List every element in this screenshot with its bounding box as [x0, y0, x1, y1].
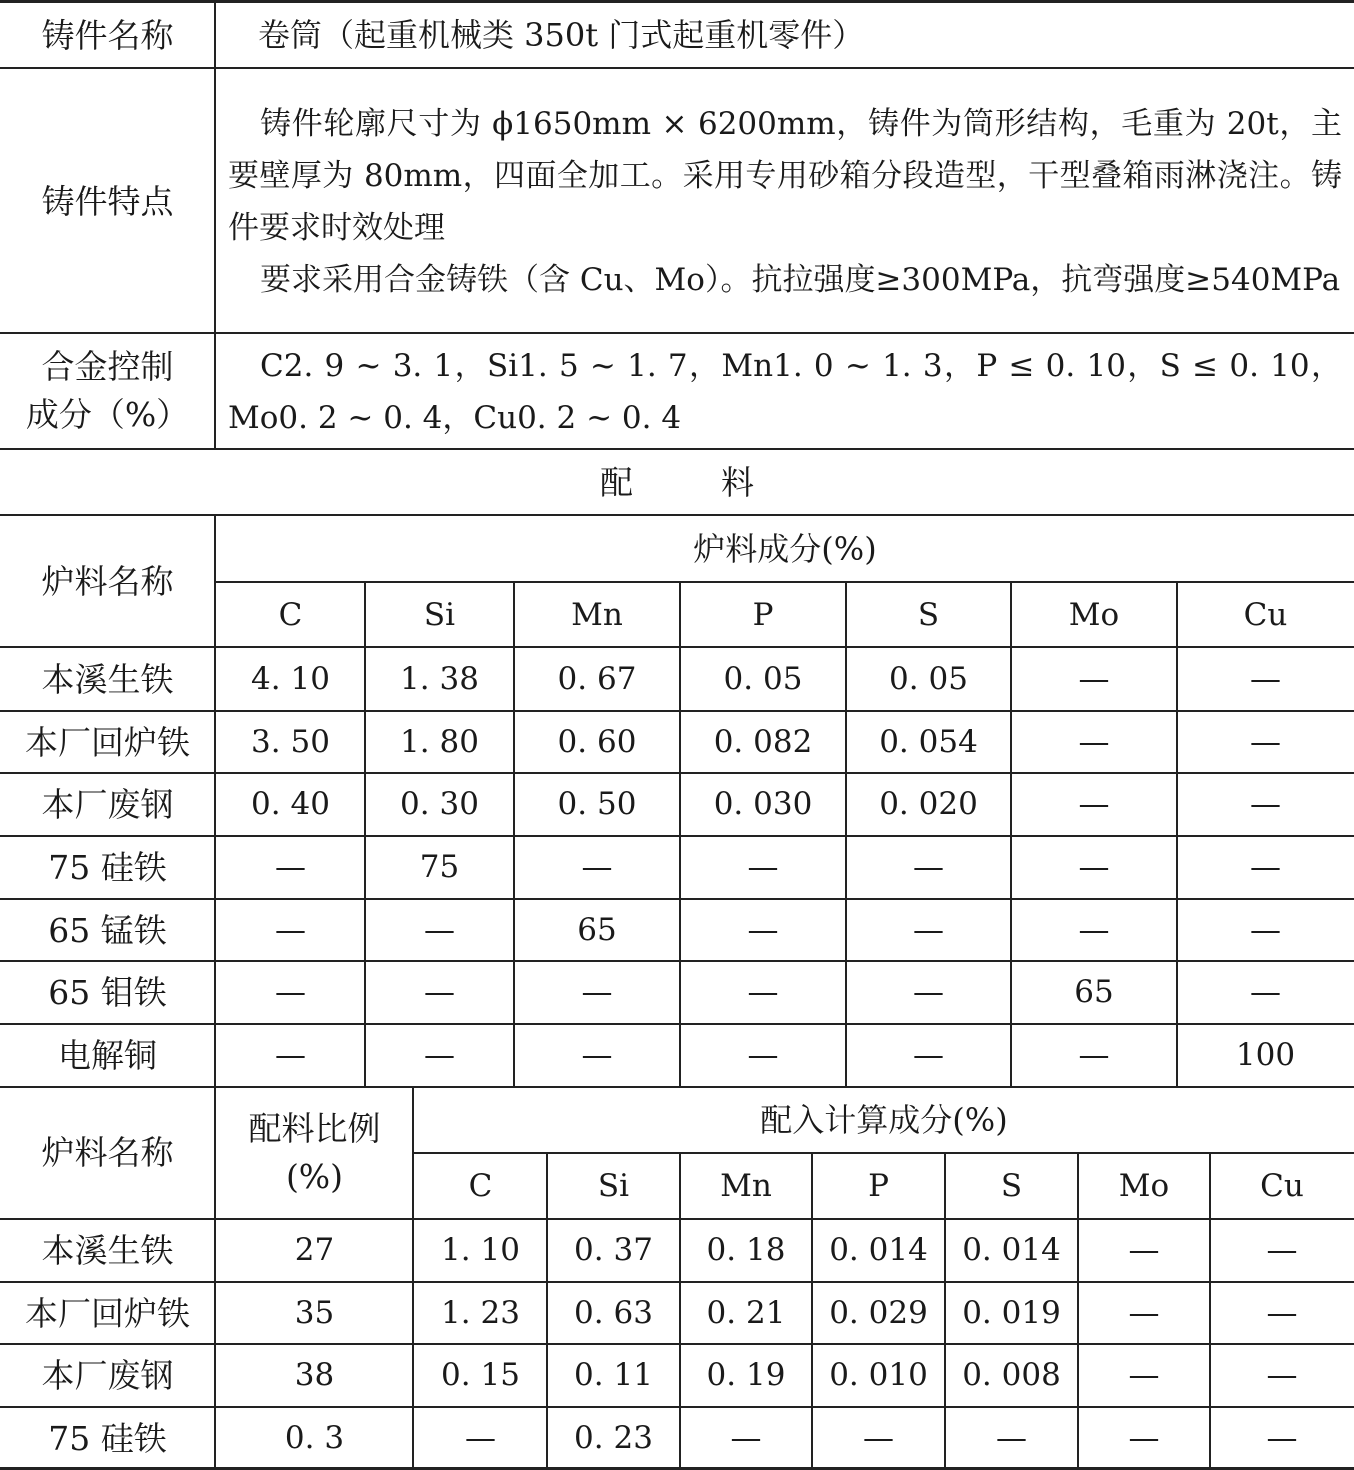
calc-cell-si: 0. 37	[574, 1232, 653, 1268]
grid-hline	[0, 448, 1354, 450]
charge-cell-cu: —	[1250, 661, 1281, 697]
grid-vline	[1209, 1152, 1211, 1470]
charge-cell-p: —	[747, 849, 779, 885]
charge-cell-mo: —	[1078, 1037, 1110, 1073]
charge-cell-mo: —	[1078, 786, 1110, 822]
charge-cell-c: 3. 50	[251, 723, 330, 760]
charge-cell-cu: —	[1250, 849, 1281, 885]
grid-hline	[0, 0, 1354, 3]
charge-cell-cu: —	[1250, 911, 1281, 948]
grid-hline	[413, 1152, 1354, 1154]
charge-cell-mn: —	[581, 1037, 613, 1073]
charge-cell-p: 0. 082	[713, 723, 813, 760]
charge-cell-c: 0. 40	[251, 786, 330, 822]
charge-cell-p: —	[747, 974, 779, 1010]
calc-cell-si: 0. 63	[574, 1294, 653, 1331]
grid-hline	[0, 898, 1354, 900]
charge-group-header: 炉料成分(%)	[693, 529, 877, 568]
charge-cell-si: 0. 30	[400, 786, 479, 822]
grid-hline	[0, 960, 1354, 962]
calc-cell-cu: —	[1266, 1420, 1298, 1456]
calc-cell-s: 0. 019	[962, 1294, 1061, 1331]
charge-cell-c: —	[275, 849, 306, 885]
alloy-label-line-2: 成分（%）	[25, 395, 190, 434]
charge-cell-c: —	[275, 1037, 306, 1073]
grid-vline	[214, 0, 216, 448]
grid-vline	[546, 1152, 548, 1470]
charge-name-header: 炉料名称	[41, 562, 174, 601]
casting-name-value: 卷筒（起重机械类 350t 门式起重机零件）	[258, 16, 865, 54]
calc-group-header: 配入计算成分(%)	[760, 1100, 1008, 1139]
charge-cell-c: 4. 10	[251, 661, 330, 697]
charge-col-cu: Cu	[1243, 596, 1288, 633]
charge-cell-s: 0. 020	[879, 786, 978, 822]
charge-cell-p: —	[747, 1037, 779, 1073]
calc-cell-s: 0. 008	[962, 1357, 1061, 1393]
grid-vline	[214, 514, 216, 1470]
calc-row-name: 75 硅铁	[48, 1419, 167, 1458]
charge-row-name: 本溪生铁	[41, 660, 174, 699]
calc-cell-mo: —	[1128, 1232, 1160, 1268]
charge-cell-s: —	[913, 974, 944, 1010]
calc-cell-cu: —	[1266, 1232, 1298, 1268]
alloy-label-line-1: 合金控制	[41, 347, 174, 386]
calc-cell-mn: 0. 19	[706, 1357, 786, 1393]
grid-vline	[1010, 581, 1012, 1087]
charge-row-name: 65 钼铁	[48, 973, 167, 1012]
charge-cell-c: —	[275, 974, 306, 1010]
calc-cell-s: —	[996, 1420, 1027, 1456]
grid-vline	[679, 581, 681, 1087]
calc-cell-cu: —	[1266, 1357, 1298, 1393]
charge-cell-s: —	[913, 1037, 944, 1073]
charge-col-c: C	[278, 596, 303, 633]
calc-col-s: S	[1000, 1167, 1023, 1204]
calc-cell-mn: —	[730, 1420, 762, 1456]
charge-col-mo: Mo	[1068, 596, 1120, 633]
grid-hline	[0, 1343, 1354, 1345]
section-title-char-2: 料	[721, 462, 754, 502]
section-title-char-1: 配	[600, 462, 633, 502]
charge-cell-mn: —	[581, 974, 613, 1010]
charge-cell-s: —	[913, 849, 944, 885]
charge-col-si: Si	[423, 596, 456, 633]
charge-col-s: S	[917, 596, 940, 633]
calc-row-name: 本溪生铁	[41, 1231, 174, 1270]
charge-cell-cu: —	[1250, 723, 1281, 760]
calc-col-c: C	[468, 1167, 493, 1204]
charge-cell-c: —	[275, 911, 306, 948]
calc-cell-p: 0. 029	[829, 1294, 928, 1331]
calc-cell-c: 0. 15	[441, 1357, 520, 1393]
grid-vline	[1176, 581, 1178, 1087]
grid-hline	[0, 1218, 1354, 1220]
alloy-value-text: C2. 9 ~ 3. 1，Si1. 5 ~ 1. 7，Mn1. 0 ~ 1. 3，P ≤ 0. 10，S ≤ 0. 10，Mo0. 2 ~ 0. 4，Cu0. 2 ~ 0. 4	[228, 348, 1342, 436]
charge-cell-cu: 100	[1235, 1037, 1296, 1073]
charge-cell-mo: —	[1078, 661, 1110, 697]
ratio-header-line-2: (%)	[285, 1156, 344, 1196]
charge-cell-p: 0. 05	[723, 661, 803, 697]
charge-row-name: 电解铜	[58, 1036, 157, 1075]
casting-feature-label: 铸件特点	[41, 181, 174, 221]
grid-hline	[0, 332, 1354, 334]
feature-paragraph-2: 要求采用合金铸铁（含 Cu、Mo）。抗拉强度≥300MPa，抗弯强度≥540MPa	[260, 262, 1341, 298]
calc-cell-cu: —	[1266, 1294, 1298, 1331]
charge-row-name: 本厂回炉铁	[25, 722, 190, 762]
grid-hline	[0, 646, 1354, 648]
grid-hline	[0, 514, 1354, 516]
grid-vline	[1077, 1152, 1079, 1470]
calc-cell-p: —	[863, 1420, 894, 1456]
charge-cell-cu: —	[1250, 974, 1281, 1010]
alloy-value	[228, 340, 1342, 444]
calc-cell-mo: —	[1128, 1294, 1160, 1331]
charge-cell-cu: —	[1250, 786, 1281, 822]
calc-cell-mo: —	[1128, 1420, 1160, 1456]
grid-hline	[0, 1086, 1354, 1088]
charge-cell-si: —	[424, 1037, 455, 1073]
calc-cell-mo: —	[1128, 1357, 1160, 1393]
charge-cell-mo: —	[1078, 723, 1110, 760]
grid-hline	[0, 1406, 1354, 1408]
calc-cell-p: 0. 014	[829, 1232, 928, 1268]
charge-cell-mo: 65	[1074, 974, 1114, 1010]
calc-cell-mn: 0. 21	[706, 1294, 786, 1331]
calc-cell-c: 1. 23	[441, 1294, 520, 1331]
grid-vline	[679, 1152, 681, 1470]
charge-cell-mn: 0. 50	[557, 786, 637, 822]
grid-hline	[0, 710, 1354, 712]
casting-feature-text	[228, 98, 1342, 306]
charge-cell-si: —	[424, 911, 455, 948]
charge-cell-mn: —	[581, 849, 613, 885]
charge-cell-p: —	[747, 911, 779, 948]
section-title	[0, 450, 1354, 514]
charge-col-p: P	[752, 596, 774, 633]
charge-col-mn: Mn	[571, 596, 623, 633]
calc-cell-si: 0. 11	[574, 1357, 653, 1393]
charge-row-name: 65 锰铁	[48, 910, 167, 950]
calc-cell-si: 0. 23	[574, 1420, 653, 1456]
calc-row-ratio: 0. 3	[284, 1420, 345, 1456]
calc-col-mn: Mn	[720, 1167, 772, 1204]
charge-cell-mo: —	[1078, 911, 1110, 948]
grid-hline	[0, 1281, 1354, 1283]
charge-cell-mn: 0. 67	[557, 661, 637, 697]
charge-cell-mn: 0. 60	[557, 723, 637, 760]
calc-col-mo: Mo	[1118, 1167, 1170, 1204]
charge-cell-s: 0. 05	[889, 661, 968, 697]
grid-vline	[513, 581, 515, 1087]
charge-cell-mn: 65	[577, 911, 617, 948]
charge-row-name: 本厂废钢	[41, 785, 174, 824]
calc-row-ratio: 38	[294, 1357, 335, 1393]
alloy-label	[0, 334, 215, 448]
charge-row-name: 75 硅铁	[48, 848, 167, 887]
calc-cell-p: 0. 010	[829, 1357, 928, 1393]
ratio-header-line-1: 配料比例	[248, 1108, 381, 1148]
charge-cell-si: —	[424, 974, 455, 1010]
calc-row-ratio: 35	[294, 1294, 335, 1331]
grid-hline	[0, 67, 1354, 69]
calc-cell-s: 0. 014	[962, 1232, 1061, 1268]
calc-row-name: 本厂废钢	[41, 1356, 174, 1395]
feature-paragraph-1: 铸件轮廓尺寸为 ϕ1650mm × 6200mm，铸件为筒形结构，毛重为 20t，主要壁厚为 80mm，四面全加工。采用专用砂箱分段造型，干型叠箱雨淋浇注。铸件要求时效处理	[228, 106, 1342, 246]
grid-hline	[215, 581, 1354, 583]
calc-row-name: 本厂回炉铁	[25, 1293, 190, 1333]
calc-col-cu: Cu	[1260, 1167, 1304, 1204]
grid-hline	[0, 835, 1354, 837]
grid-hline	[0, 772, 1354, 774]
charge-cell-mo: —	[1078, 849, 1110, 885]
charge-cell-p: 0. 030	[713, 786, 813, 822]
calc-name-header: 炉料名称	[41, 1133, 174, 1172]
charge-cell-si: 75	[419, 849, 460, 885]
calc-row-ratio: 27	[294, 1232, 335, 1268]
calc-cell-mn: 0. 18	[706, 1232, 786, 1268]
calc-ratio-header	[216, 1087, 413, 1218]
calc-col-si: Si	[597, 1167, 630, 1204]
calc-cell-c: —	[465, 1420, 496, 1456]
casting-name-label: 铸件名称	[41, 15, 174, 55]
grid-hline	[0, 1023, 1354, 1025]
charge-cell-s: 0. 054	[879, 723, 978, 760]
grid-vline	[364, 581, 366, 1087]
grid-vline	[944, 1152, 946, 1470]
grid-vline	[811, 1152, 813, 1470]
grid-vline	[845, 581, 847, 1087]
charge-cell-si: 1. 80	[400, 723, 479, 760]
charge-cell-s: —	[913, 911, 944, 948]
charge-cell-si: 1. 38	[400, 661, 479, 697]
calc-col-p: P	[868, 1167, 889, 1204]
calc-cell-c: 1. 10	[441, 1232, 520, 1268]
grid-vline	[412, 1087, 414, 1470]
